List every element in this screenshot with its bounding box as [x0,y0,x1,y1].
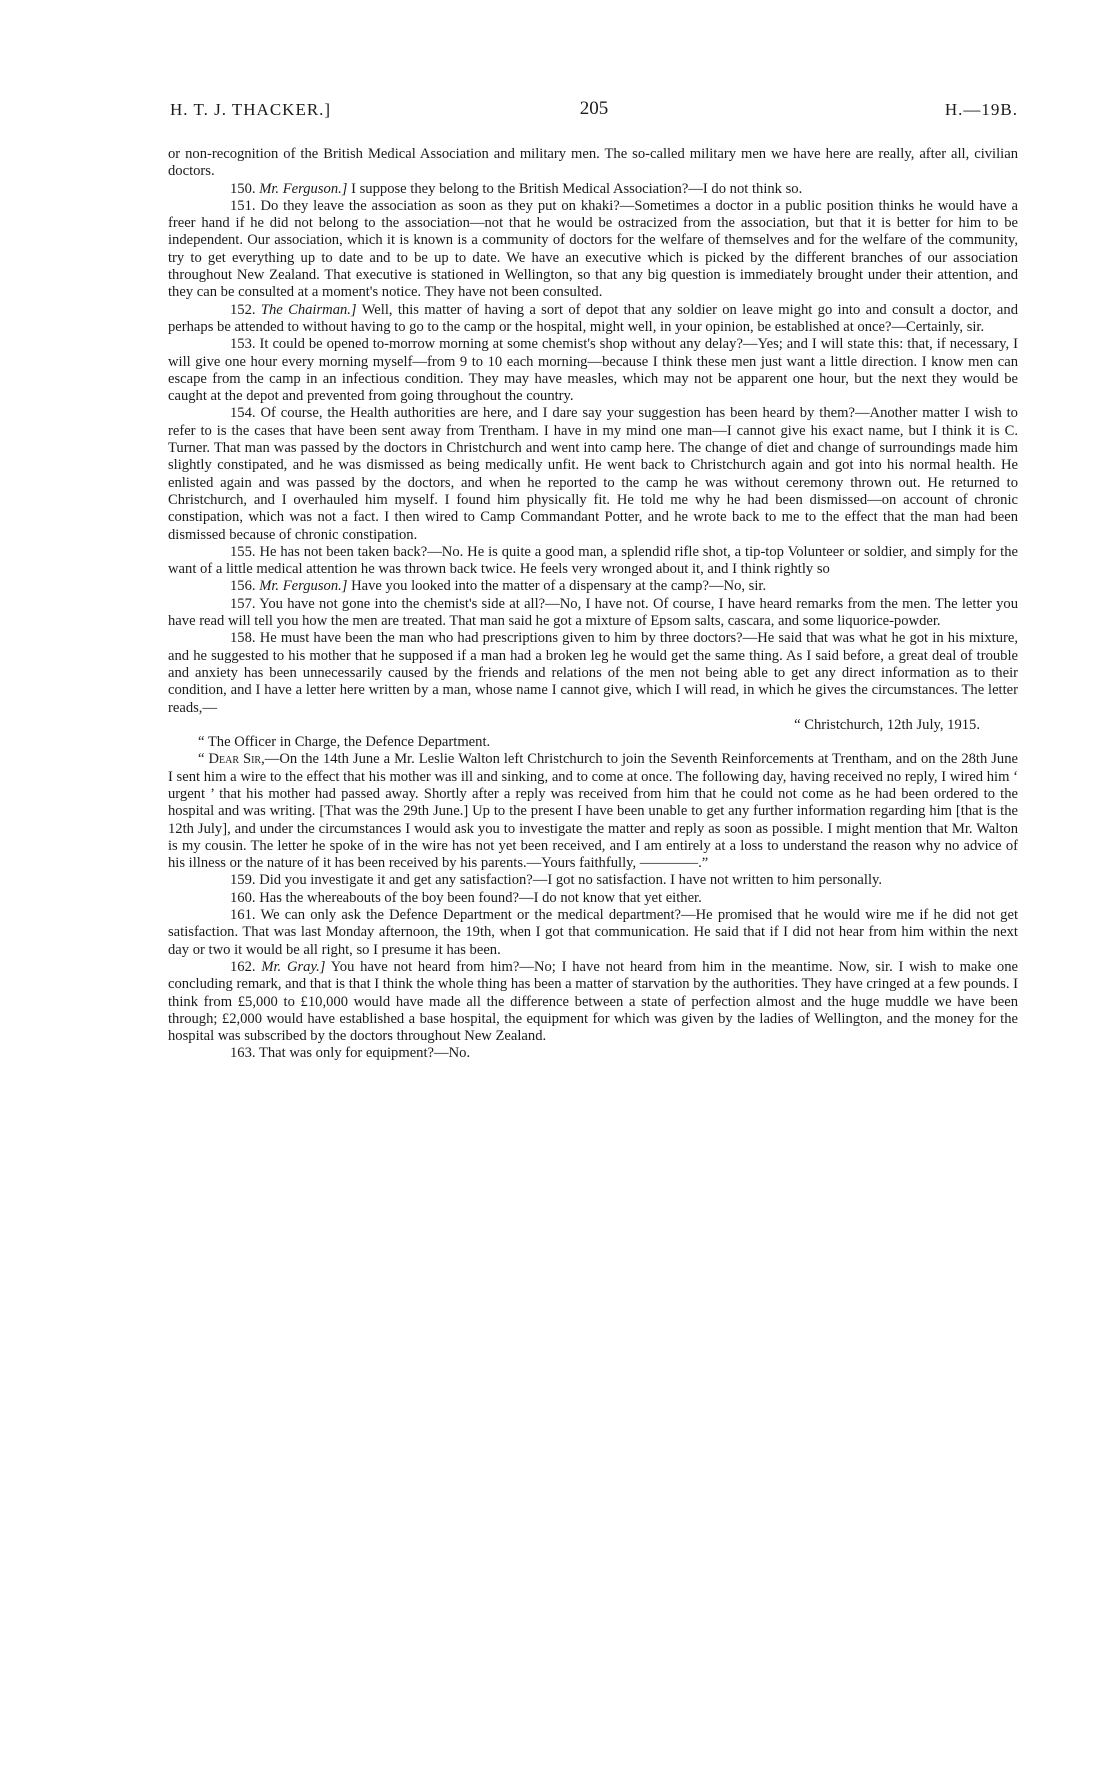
question-number: 158. [230,630,256,647]
question-number: 160. [230,889,256,906]
question-number: 162. [230,958,256,975]
evidence-text [168,146,1018,1063]
question-161 [168,907,1018,959]
question-number: 156. [230,578,256,595]
question-number: 152. [230,301,256,318]
paragraph-text: Has the whereabouts of the boy been found?—I do not know that yet either. [259,889,702,906]
paragraph-text: Did you investigate it and get any satisfaction?—I got no satisfaction. I have not written to him personally. [259,872,882,889]
header-witness-name: H. T. J. THACKER.] [170,100,332,119]
paragraph-text: You have not heard from him?—No; I have not heard from him in the meantime. Now, sir. I wish to make one concluding remark, and that is that I think the whole thing has been a matter of starvation by the authorities. They have cringed at a few pounds. I think from £5,000 to £10,000 would have made all the difference between a state of perfection almost and the huge muddle we have been through; £2,000 would have established a base hospital, the equipment for which was given by the ladies of Wellington, and the money for the hospital was subscribed by the doctors throughout New Zealand. [168,958,1019,1045]
question-number: 161. [230,907,256,924]
paragraph-text: It could be opened to-morrow morning at some chemist's shop without any delay?—Yes; and I will state this: that, if necessary, I will give one hour every morning myself—from 9 to 10 each morning—because I think these men just want a little direction. I know men can escape from the camp in an infectious condition. They may have measles, which may not be apparent one hour, but the next they would be caught at the depot and prevented from going throughout the country. [168,336,1018,405]
question-number: 150. [230,180,256,197]
paragraph-text: or non-recognition of the British Medical Association and military men. The so-called military men we have here are really, after all, civilian doctors. [168,146,1018,180]
question-number: 157. [230,595,256,612]
letter-text: —On the 14th June a Mr. Leslie Walton left Christchurch to join the Seventh Reinforcements at Trentham, and on the 28th June I sent him a wire to the effect that his mother was ill and sinking, and to come at once. The following day, having received no reply, I wired him ‘ urgent ’ that his mother had passed away. Shortly after a reply was received from him that he could not come as he had been ordered to the hospital and was writing. [That was the 29th June.] Up to the present I have been unable to get any further information regarding him [that is the 12th July], and under the circumstances I would ask you to investigate the matter and reply as soon as possible. I might mention that Mr. Walton is my cousin. The letter he spoke of in the wire has not yet been received, and I am entirely at a loss to understand the reason why no advice of his illness or the nature of it has been received by his parents.—Yours faithfully, ————.” [168,751,1018,872]
question-number: 153. [230,336,256,353]
question-158 [168,630,1018,716]
paragraph-text: We can only ask the Defence Department or the medical department?—He promised that he would wire me if he did not get satisfaction. That was last Monday afternoon, the 19th, when I got that communication. He said that if I did not hear from him within the next day or two it would be all right, so I presume it has been. [168,907,1018,958]
question-163 [168,1045,1018,1062]
question-150 [168,181,1018,198]
paragraph-text: You have not gone into the chemist's side at all?—No, I have not. Of course, I have heard remarks from the men. The letter you have read will tell you how the men are treated. That man said he got a mixture of Epsom salts, cascara, and some liquorice-powder. [168,595,1018,630]
running-header [170,100,1018,124]
letter-salutation: Dear Sir, [208,751,265,768]
question-151 [168,198,1018,302]
question-155 [168,544,1018,579]
speaker: The Chairman.] [260,301,357,318]
paragraph-text: Do they leave the association as soon as they put on khaki?—Sometimes a doctor in a public position thinks he would have a freer hand if he did not belong to the association—not that he would be ostracized from the association, but that it is better for him to be independent. Our association, which it is known is a community of doctors for the welfare of themselves and for the welfare of the community, try to get everything up to date and to be up to date. We have an executive which is picked by the different branches of our association throughout New Zealand. That executive is stationed in Wellington, so that any big question is immediately brought under their attention, and they can be consulted at a moment's notice. They have not been consulted. [168,197,1018,301]
question-153 [168,336,1018,405]
speaker: Mr. Ferguson.] [259,578,348,595]
speaker: Mr. Gray.] [261,958,326,975]
paragraph-continuation [168,146,1018,181]
page-number: 205 [579,98,609,119]
question-152 [168,302,1018,337]
question-160 [168,890,1018,907]
question-number: 154. [230,405,256,422]
question-159 [168,872,1018,889]
paragraph-text: I suppose they belong to the British Medical Association?—I do not think so. [351,180,803,197]
speaker: Mr. Ferguson.] [259,180,348,197]
question-154 [168,405,1018,543]
letter-opening-quote: “ [198,751,209,768]
question-number: 159. [230,872,256,889]
question-number: 155. [230,543,256,560]
question-number: 163. [230,1045,256,1062]
letter-date: “ Christchurch, 12th July, 1915. [794,716,980,733]
question-157 [168,596,1018,631]
paragraph-text: He must have been the man who had prescriptions given to him by three doctors?—He said that was what he got in his mixture, and he suggested to his mother that he supposed if a man had a broken leg he would get the same thing. As I said before, a great deal of trouble and anxiety has been unnecessarily caused by the friends and relations of the men not being able to get any direct information as to their condition, and I have a letter here written by a man, whose name I cannot give, which I will read, in which he gives the circumstances. The letter reads,— [168,630,1018,716]
header-paper-reference: H.—19B. [944,100,1018,119]
question-162 [168,959,1018,1045]
letter-address: “ The Officer in Charge, the Defence Department. [198,734,491,751]
question-number: 151. [230,197,256,214]
paragraph-text: Of course, the Health authorities are here, and I dare say your suggestion has been heard by them?—Another matter I wish to refer to is the cases that have been sent away from Trentham. I have in my mind one man—I cannot give his exact name, but I think it is C. Turner. That man was passed by the doctors in Christchurch and went into camp here. The change of diet and change of surroundings made him slightly constipated, and he was dismissed as being medically unfit. He went back to Christchurch again and got into his normal health. He enlisted again and was passed by the doctors, and when he reported to the camp he was without ceremony thrown out. He returned to Christchurch, and I overhauled him myself. I found him physically fit. He told me why he had been dismissed—on account of chronic constipation, which was not a fact. I then wired to Camp Commandant Potter, and he wrote back to me to the effect that the man had been dismissed because of chronic constipation. [168,405,1018,543]
question-156 [168,578,1018,595]
paragraph-text: He has not been taken back?—No. He is quite a good man, a splendid rifle shot, a tip-top Volunteer or soldier, and simply for the want of a little medical attention he was thrown back twice. He feels very wronged about it, and I think rightly so [168,543,1018,578]
paragraph-text: Have you looked into the matter of a dispensary at the camp?—No, sir. [351,578,767,595]
paragraph-text: Well, this matter of having a sort of depot that any soldier on leave might go into and consult a doctor, and perhaps be attended to without having to go to the camp or the hospital, might well, in your opinion, be established at once?—Certainly, sir. [168,301,1019,335]
letter-body [168,751,1018,872]
paragraph-text: That was only for equipment?—No. [258,1045,471,1062]
